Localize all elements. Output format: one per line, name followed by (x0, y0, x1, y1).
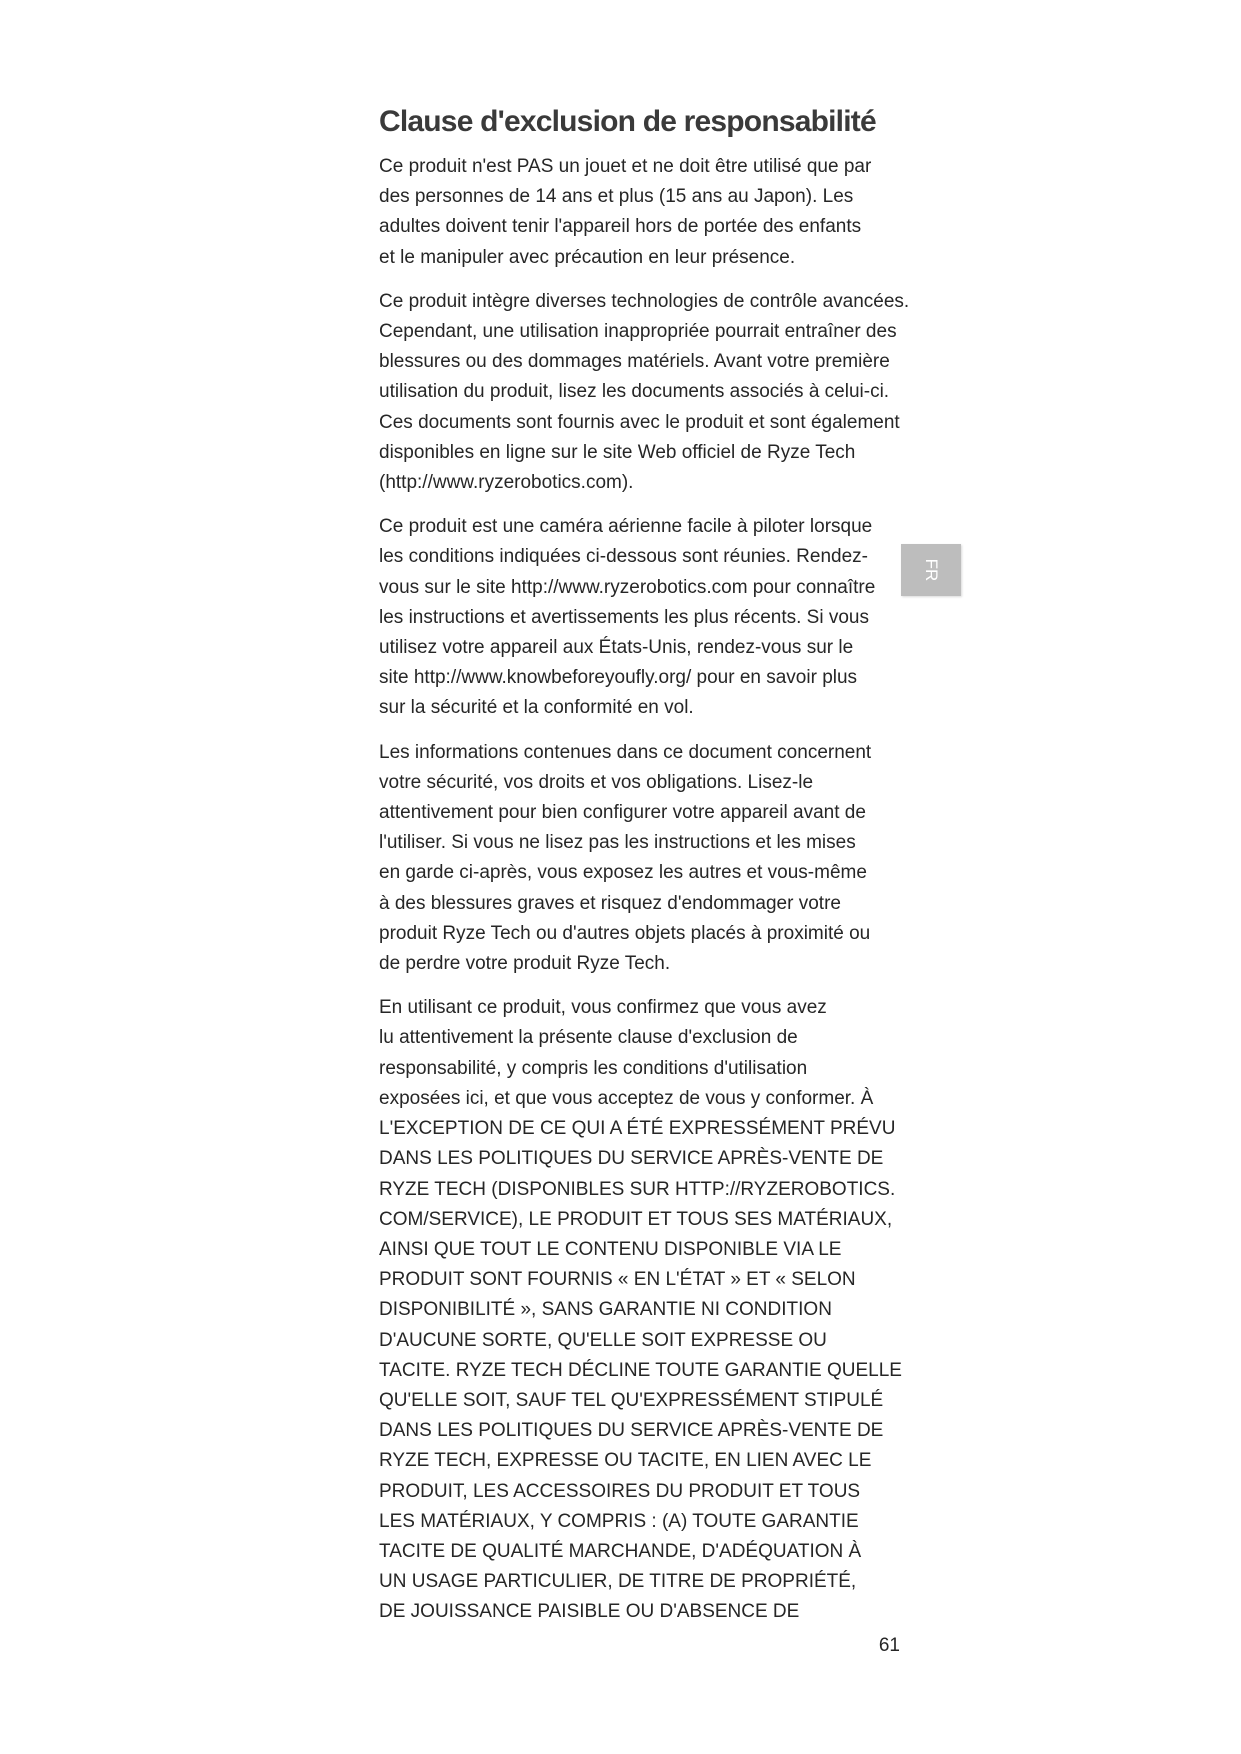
text-line: produit Ryze Tech ou d'autres objets placés à proximité ou (379, 922, 871, 944)
page-number: 61 (878, 1635, 900, 1656)
text-line: COM/SERVICE), LE PRODUIT ET TOUS SES MATÉRIAUX, (379, 1208, 893, 1230)
text-line: exposées ici, et que vous acceptez de vous y conformer. À (379, 1087, 874, 1109)
text-line: attentivement pour bien configurer votre appareil avant de (379, 802, 866, 824)
text-line: Ce produit est une caméra aérienne facile à piloter lorsque (379, 516, 873, 538)
text-line: blessures ou des dommages matériels. Avant votre première (379, 351, 890, 373)
text-line: sur la sécurité et la conformité en vol. (379, 697, 694, 719)
document-body (379, 100, 910, 1642)
text-line: adultes doivent tenir l'appareil hors de portée des enfants (379, 216, 862, 238)
text-line: les conditions indiquées ci-dessous sont réunies. Rendez- (379, 546, 868, 568)
text-line: PRODUIT, LES ACCESSOIRES DU PRODUIT ET TOUS (379, 1480, 861, 1502)
text-line: Cependant, une utilisation inappropriée pourrait entraîner des (379, 321, 897, 343)
text-line: l'utiliser. Si vous ne lisez pas les instructions et les mises (379, 832, 856, 854)
text-line: utilisation du produit, lisez les documents associés à celui-ci. (379, 381, 890, 403)
text-line: En utilisant ce produit, vous confirmez que vous avez (379, 997, 827, 1019)
text-line: TACITE. RYZE TECH DÉCLINE TOUTE GARANTIE QUELLE (379, 1359, 902, 1381)
paragraph (379, 287, 910, 498)
text-line: RYZE TECH, EXPRESSE OU TACITE, EN LIEN AVEC LE (379, 1450, 872, 1472)
text-line: Ces documents sont fournis avec le produit et sont également (379, 411, 900, 433)
text-line: à des blessures graves et risquez d'endommager votre (379, 892, 841, 914)
text-line: en garde ci-après, vous exposez les autres et vous-même (379, 862, 867, 884)
text-line: LES MATÉRIAUX, Y COMPRIS : (A) TOUTE GARANTIE (379, 1510, 859, 1532)
text-line: RYZE TECH (DISPONIBLES SUR HTTP://RYZEROBOTICS. (379, 1178, 896, 1200)
text-line: lu attentivement la présente clause d'exclusion de (379, 1027, 798, 1049)
text-line: (http://www.ryzerobotics.com). (379, 472, 634, 494)
paragraph (379, 512, 899, 723)
paragraph (379, 152, 899, 273)
text-line: QU'ELLE SOIT, SAUF TEL QU'EXPRESSÉMENT STIPULÉ (379, 1389, 884, 1411)
text-line: des personnes de 14 ans et plus (15 ans au Japon). Les (379, 186, 854, 208)
text-line: Ce produit intègre diverses technologies de contrôle avancées. (379, 290, 910, 312)
paragraph-container (379, 152, 910, 1628)
text-line: UN USAGE PARTICULIER, DE TITRE DE PROPRIÉTÉ, (379, 1571, 857, 1593)
text-line: et le manipuler avec précaution en leur présence. (379, 246, 796, 268)
text-line: les instructions et avertissements les plus récents. Si vous (379, 606, 869, 628)
text-line: DANS LES POLITIQUES DU SERVICE APRÈS-VENTE DE (379, 1148, 884, 1170)
text-line: Ce produit n'est PAS un jouet et ne doit être utilisé que par (379, 156, 872, 177)
language-tab-label: FR (922, 558, 941, 582)
paragraph (379, 738, 899, 980)
language-tab[interactable] (901, 544, 961, 596)
text-line: TACITE DE QUALITÉ MARCHANDE, D'ADÉQUATION À (379, 1540, 862, 1562)
text-line: de perdre votre produit Ryze Tech. (379, 953, 671, 975)
paragraph (379, 993, 902, 1627)
text-line: Les informations contenues dans ce document concernent (379, 741, 872, 763)
text-line: responsabilité, y compris les conditions d'utilisation (379, 1057, 808, 1079)
page-title: Clause d'exclusion de responsabilité (379, 105, 876, 138)
text-line: DANS LES POLITIQUES DU SERVICE APRÈS-VENTE DE (379, 1420, 884, 1442)
text-line: DISPONIBILITÉ », SANS GARANTIE NI CONDITION (379, 1299, 832, 1321)
text-line: disponibles en ligne sur le site Web officiel de Ryze Tech (379, 441, 856, 463)
text-line: vous sur le site http://www.ryzerobotics.com pour connaître (379, 576, 876, 598)
text-line: site http://www.knowbeforeyoufly.org/ pour en savoir plus (379, 667, 858, 689)
text-line: L'EXCEPTION DE CE QUI A ÉTÉ EXPRESSÉMENT PRÉVU (379, 1118, 896, 1140)
text-line: utilisez votre appareil aux États-Unis, rendez-vous sur le (379, 637, 854, 659)
text-line: PRODUIT SONT FOURNIS « EN L'ÉTAT » ET « SELON (379, 1269, 856, 1291)
text-line: DE JOUISSANCE PAISIBLE OU D'ABSENCE DE (379, 1601, 800, 1623)
text-line: votre sécurité, vos droits et vos obligations. Lisez-le (379, 771, 814, 793)
text-line: AINSI QUE TOUT LE CONTENU DISPONIBLE VIA LE (379, 1238, 842, 1260)
text-line: D'AUCUNE SORTE, QU'ELLE SOIT EXPRESSE OU (379, 1329, 827, 1351)
